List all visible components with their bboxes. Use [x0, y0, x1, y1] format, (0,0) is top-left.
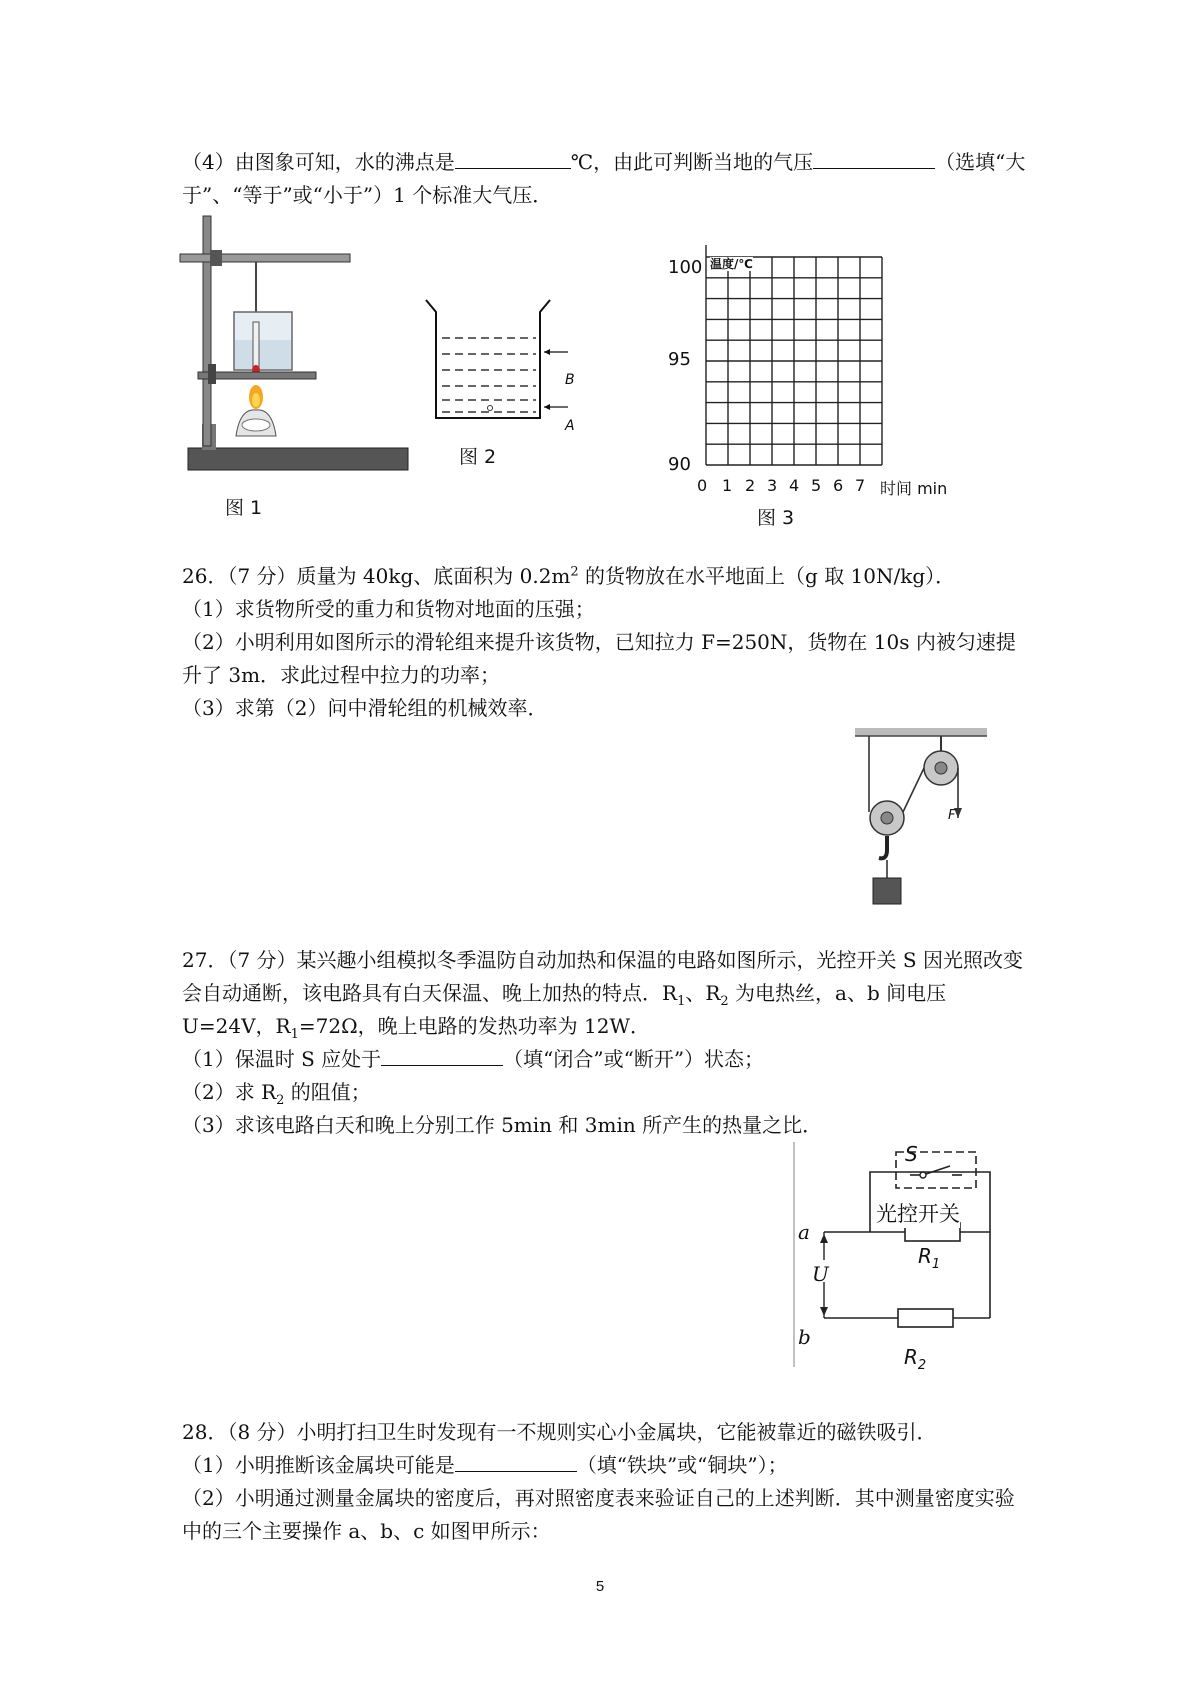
- fig3-xtick: 5: [811, 476, 822, 495]
- switch-caption: 光控开关: [876, 1198, 960, 1228]
- r2-letter: R: [904, 1345, 918, 1369]
- fig3-xtick: 6: [833, 476, 844, 495]
- q27-sub: 1: [290, 1027, 299, 1042]
- q27-sub1: [182, 1043, 1032, 1076]
- q25-text-3: （选填“大于”、“等于”或“小于”）1 个标准大气压．: [182, 150, 1026, 207]
- r1-label: [918, 1244, 941, 1272]
- q26-sub2: （2）小明利用如图所示的滑轮组来提升该货物，已知拉力 F=250N，货物在 10s 内被匀速提升了 3m．求此过程中拉力的功率；: [182, 630, 1016, 687]
- fig3-caption: 图 3: [757, 507, 795, 529]
- page-number: 5: [595, 1578, 605, 1595]
- r2-label: [904, 1345, 927, 1373]
- switch-label: S: [905, 1142, 918, 1166]
- pulley-system-figure: [855, 728, 995, 908]
- q26-sup: 2: [570, 564, 579, 580]
- force-label: F: [948, 808, 956, 823]
- q27-sub3: （3）求该电路白天和晚上分别工作 5min 和 3min 所产生的热量之比．: [182, 1113, 823, 1137]
- q28-s1-a: （1）小明推断该金属块可能是: [182, 1453, 455, 1477]
- q28-s1-b: （填“铁块”或“铜块”）；: [576, 1453, 788, 1477]
- fig3-ytick-100: 100: [668, 257, 703, 278]
- q27-s1-b: （填“闭合”或“断开”）状态；: [503, 1047, 765, 1071]
- fig3-y-axis-label: 温度/℃: [710, 257, 753, 271]
- q25-part4: [182, 146, 1032, 212]
- q27-sub: 2: [276, 1093, 285, 1108]
- fig3-xtick: 1: [722, 476, 733, 495]
- q27-sub2: [182, 1076, 1032, 1109]
- q27-s2-b: 的阻值；: [284, 1080, 371, 1104]
- q27-stem-d: =72Ω，晚上电路的发热功率为 12W．: [298, 1014, 651, 1038]
- fig3-xtick: 4: [789, 476, 800, 495]
- switch-state-blank[interactable]: [381, 1043, 503, 1066]
- q28-stem: 28．（8 分）小明打扫卫生时发现有一不规则实心小金属块，它能被靠近的磁铁吸引．: [182, 1420, 937, 1444]
- figure-1-apparatus: [178, 212, 418, 492]
- fig3-xtick: 7: [855, 476, 866, 495]
- q27-s2-a: （2）求 R: [182, 1080, 277, 1104]
- fig1-caption: 图 1: [225, 497, 263, 519]
- fig3-x-axis-label: 时间 min: [880, 479, 948, 498]
- q26-stem-a: 26．（7 分）质量为 40kg、底面积为 0.2m: [182, 564, 571, 588]
- q27-s1-a: （1）保温时 S 应处于: [182, 1047, 382, 1071]
- fig3-xtick: 0: [697, 476, 708, 495]
- q26-sub3: （3）求第（2）问中滑轮组的机械效率．: [182, 696, 548, 720]
- figure-3-grid: [706, 257, 946, 477]
- pressure-blank[interactable]: [813, 146, 935, 169]
- q27-sub: 1: [677, 994, 686, 1009]
- q27-stem: [182, 944, 1032, 1043]
- fig3-xtick: 2: [745, 476, 756, 495]
- q28-sub2: （2）小明通过测量金属块的密度后，再对照密度表来验证自己的上述判断．其中测量密度实验中的三个主要操作 a、b、c 如图甲所示：: [182, 1486, 1015, 1543]
- q27-stem-c: 为电热丝，a、b 间电压 U=24V，R: [182, 981, 947, 1038]
- boiling-point-blank[interactable]: [455, 146, 571, 169]
- fig3-ytick-95: 95: [668, 349, 691, 370]
- voltage-label: U: [812, 1262, 829, 1286]
- figure-2-beaker: [420, 296, 620, 456]
- fig2-label-b: B: [565, 372, 575, 388]
- q26-stem: [182, 560, 1032, 593]
- r2-sub: 2: [917, 1358, 927, 1373]
- q27-sub: 2: [720, 994, 729, 1009]
- metal-type-blank[interactable]: [455, 1449, 577, 1472]
- q25-text-1: （4）由图象可知，水的沸点是: [182, 150, 455, 174]
- fig3-xtick: 3: [767, 476, 778, 495]
- node-a-label: a: [798, 1220, 810, 1244]
- q25-text-2: ℃，由此可判断当地的气压: [570, 150, 814, 174]
- r1-letter: R: [918, 1244, 932, 1268]
- fig2-caption: 图 2: [459, 446, 497, 468]
- q27-stem-b: 、R: [685, 981, 721, 1005]
- q28-sub1: [182, 1449, 1032, 1482]
- q26-stem-b: 的货物放在水平地面上（g 取 10N/kg）．: [578, 564, 956, 588]
- r1-sub: 1: [931, 1257, 941, 1272]
- q27-stem-a: 27．（7 分）某兴趣小组模拟冬季温防自动加热和保温的电路如图所示，光控开关 S 因光照改变会自动通断，该电路具有白天保温、晚上加热的特点．R: [182, 948, 1023, 1005]
- fig3-ytick-90: 90: [668, 454, 691, 475]
- fig2-label-a: A: [565, 418, 575, 434]
- node-b-label: b: [798, 1325, 811, 1349]
- q26-sub1: （1）求货物所受的重力和货物对地面的压强；: [182, 597, 595, 621]
